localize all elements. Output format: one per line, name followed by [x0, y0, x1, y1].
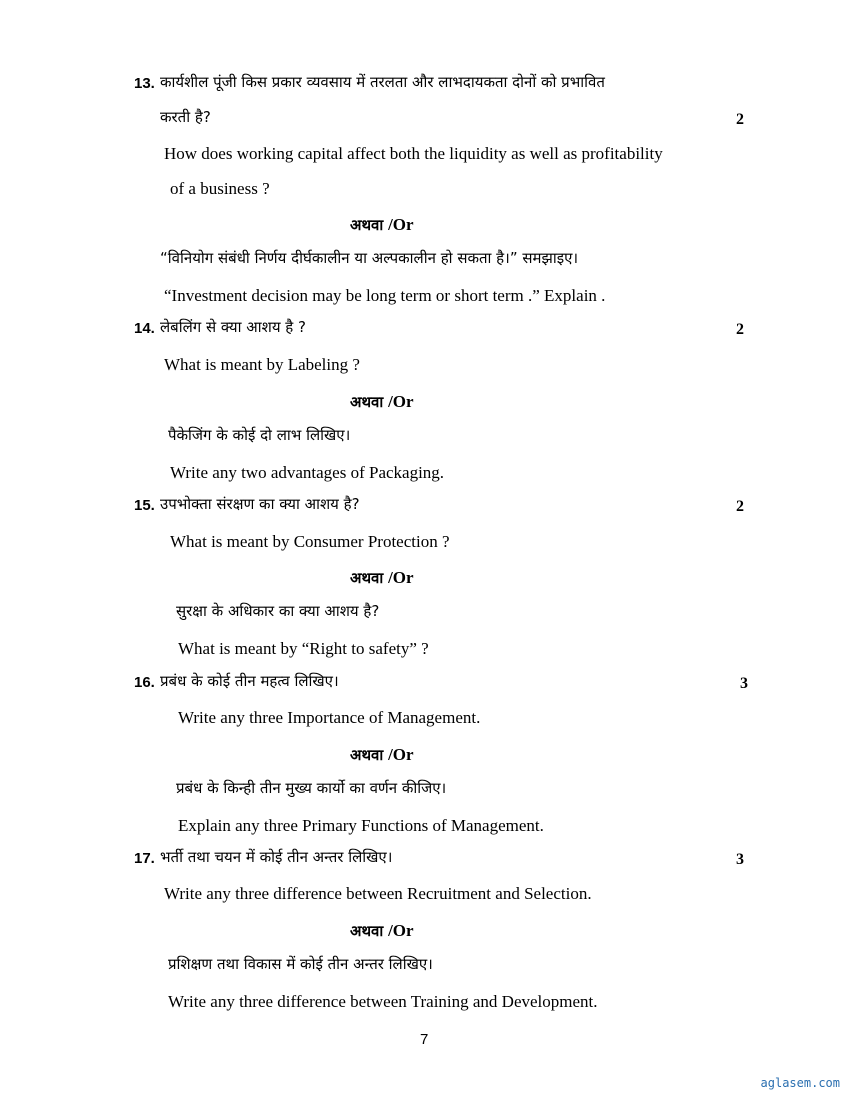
- alternative-english: Write any two advantages of Packaging.: [170, 463, 445, 482]
- question-number: 15.: [134, 497, 155, 514]
- question-english: Write any three Importance of Management.: [178, 708, 481, 727]
- or-hindi: अथवा: [350, 922, 384, 940]
- or-english: /Or: [388, 921, 414, 940]
- alternative-hindi: “विनियोग संबंधी निर्णय दीर्घकालीन या अल्पकालीन हो सकता है।” समझाइए।: [160, 249, 579, 267]
- or-english: /Or: [388, 745, 414, 764]
- alternative-english: Write any three difference between Training and Development.: [168, 992, 598, 1011]
- question-hindi: भर्ती तथा चयन में कोई तीन अन्तर लिखिए।: [160, 848, 393, 866]
- or-english: /Or: [388, 215, 414, 234]
- or-hindi: अथवा: [350, 746, 384, 764]
- or-english: /Or: [388, 392, 414, 411]
- question-hindi-continued: करती है?: [160, 108, 211, 126]
- marks: 3: [736, 851, 744, 868]
- marks: 2: [736, 321, 744, 338]
- or-separator: [350, 392, 414, 412]
- or-hindi: अथवा: [350, 216, 384, 234]
- or-separator: [350, 921, 414, 941]
- alternative-hindi: सुरक्षा के अधिकार का क्या आशय है?: [176, 602, 380, 620]
- marks: 2: [736, 111, 744, 128]
- alternative-hindi: प्रशिक्षण तथा विकास में कोई तीन अन्तर लिखिए।: [168, 955, 433, 973]
- question-english: What is meant by Labeling ?: [164, 355, 360, 374]
- question-english: What is meant by Consumer Protection ?: [170, 532, 450, 551]
- or-separator: [350, 568, 414, 588]
- question-hindi: कार्यशील पूंजी किस प्रकार व्यवसाय में तरलता और लाभदायकता दोनों को प्रभावित: [160, 73, 605, 91]
- marks: 3: [740, 675, 748, 692]
- or-hindi: अथवा: [350, 393, 384, 411]
- or-english: /Or: [388, 568, 414, 587]
- question-number: 16.: [134, 674, 155, 691]
- question-number: 14.: [134, 320, 155, 337]
- question-hindi: लेबलिंग से क्या आशय है ?: [160, 318, 306, 336]
- or-separator: [350, 215, 414, 235]
- alternative-english: “Investment decision may be long term or short term .” Explain .: [164, 286, 606, 305]
- or-hindi: अथवा: [350, 569, 384, 587]
- marks: 2: [736, 498, 744, 515]
- alternative-hindi: पैकेजिंग के कोई दो लाभ लिखिए।: [168, 426, 351, 444]
- page-number: 7: [420, 1031, 429, 1048]
- question-hindi: उपभोक्ता संरक्षण का क्या आशय है?: [160, 495, 360, 513]
- question-english-continued: of a business ?: [170, 179, 270, 198]
- question-number: 13.: [134, 75, 155, 92]
- question-english: Write any three difference between Recruitment and Selection.: [164, 884, 592, 903]
- question-english: How does working capital affect both the liquidity as well as profitability: [164, 144, 663, 163]
- question-hindi: प्रबंध के कोई तीन महत्व लिखिए।: [160, 672, 339, 690]
- or-separator: [350, 745, 414, 765]
- alternative-english: Explain any three Primary Functions of Management.: [178, 816, 544, 835]
- alternative-english: What is meant by “Right to safety” ?: [178, 639, 429, 658]
- question-number: 17.: [134, 850, 155, 867]
- watermark: aglasem.com: [760, 1076, 840, 1090]
- alternative-hindi: प्रबंध के किन्ही तीन मुख्य कार्यो का वर्णन कीजिए।: [176, 779, 447, 797]
